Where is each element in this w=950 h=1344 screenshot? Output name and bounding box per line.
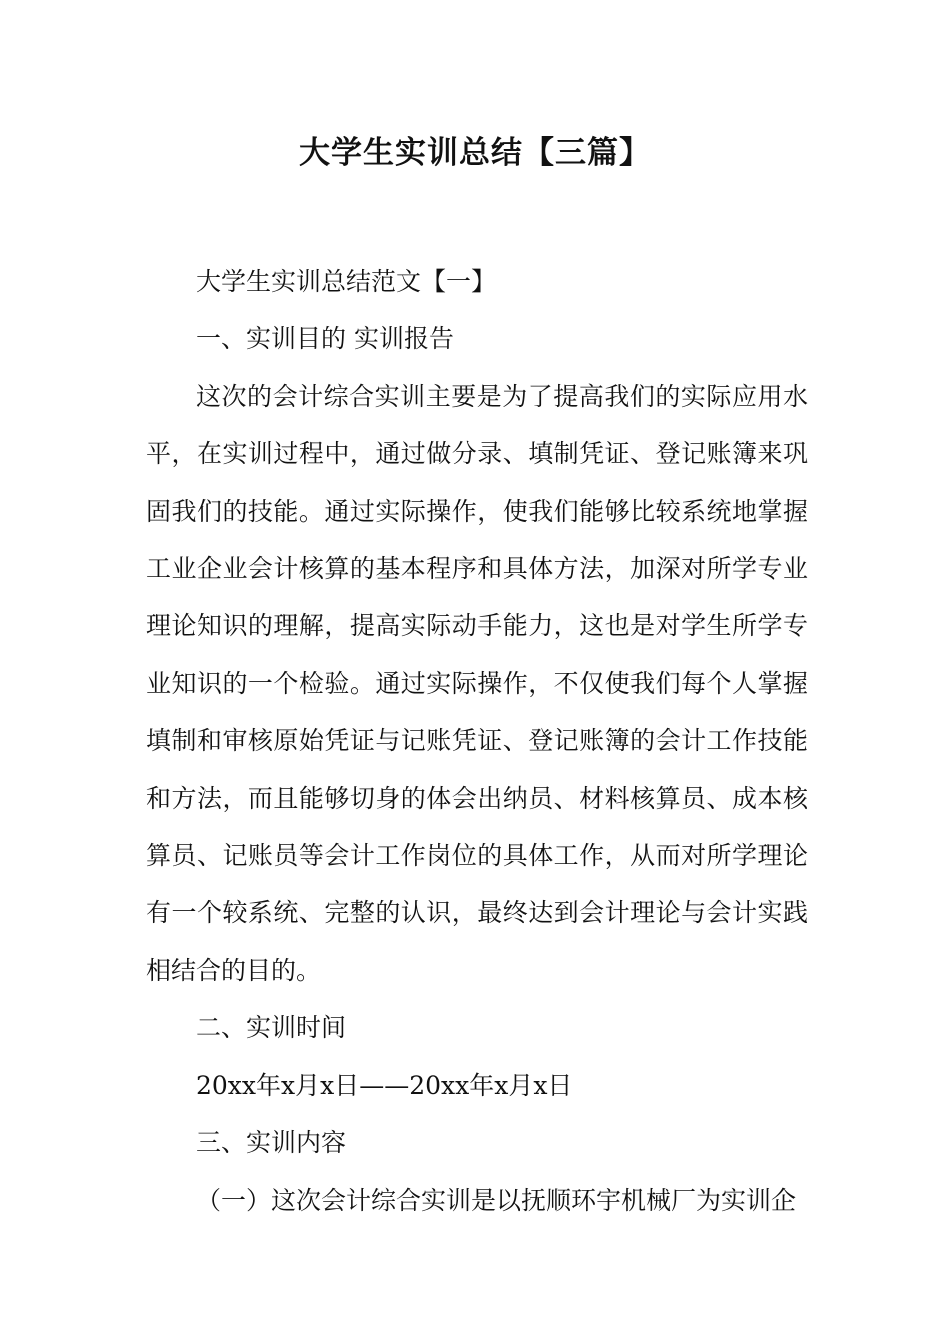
subheading-time: 二、实训时间 bbox=[196, 1013, 347, 1043]
subheading-content: 三、实训内容 bbox=[196, 1128, 347, 1158]
section-heading: 大学生实训总结范文【一】 bbox=[196, 267, 497, 296]
paragraph-content: （一）这次会计综合实训是以抚顺环宇机械厂为实训企 bbox=[196, 1185, 797, 1215]
document-body bbox=[146, 253, 808, 1229]
subheading-purpose: 一、实训目的 实训报告 bbox=[196, 324, 454, 354]
paragraph-time: 20xx年x月x日——20xx年x月x日 bbox=[196, 1070, 573, 1100]
paragraph-purpose: 这次的会计综合实训主要是为了提高我们的实际应用水平，在实训过程中，通过做分录、填制凭证、登记账簿来巩固我们的技能。通过实际操作，使我们能够比较系统地掌握工业企业会计核算的基本程序和具体方法，加深对所学专业理论知识的理解，提高实际动手能力，这也是对学生所学专业知识的一个检验。通过实际操作，不仅使我们每个人掌握填制和审核原始凭证与记账凭证、登记账簿的会计工作技能和方法，而且能够切身的体会出纳员、材料核算员、成本核算员、记账员等会计工作岗位的具体工作，从而对所学理论有一个较系统、完整的认识，最终达到会计理论与会计实践相结合的目的。 bbox=[146, 381, 808, 985]
document-title: 大学生实训总结【三篇】 bbox=[299, 135, 651, 171]
